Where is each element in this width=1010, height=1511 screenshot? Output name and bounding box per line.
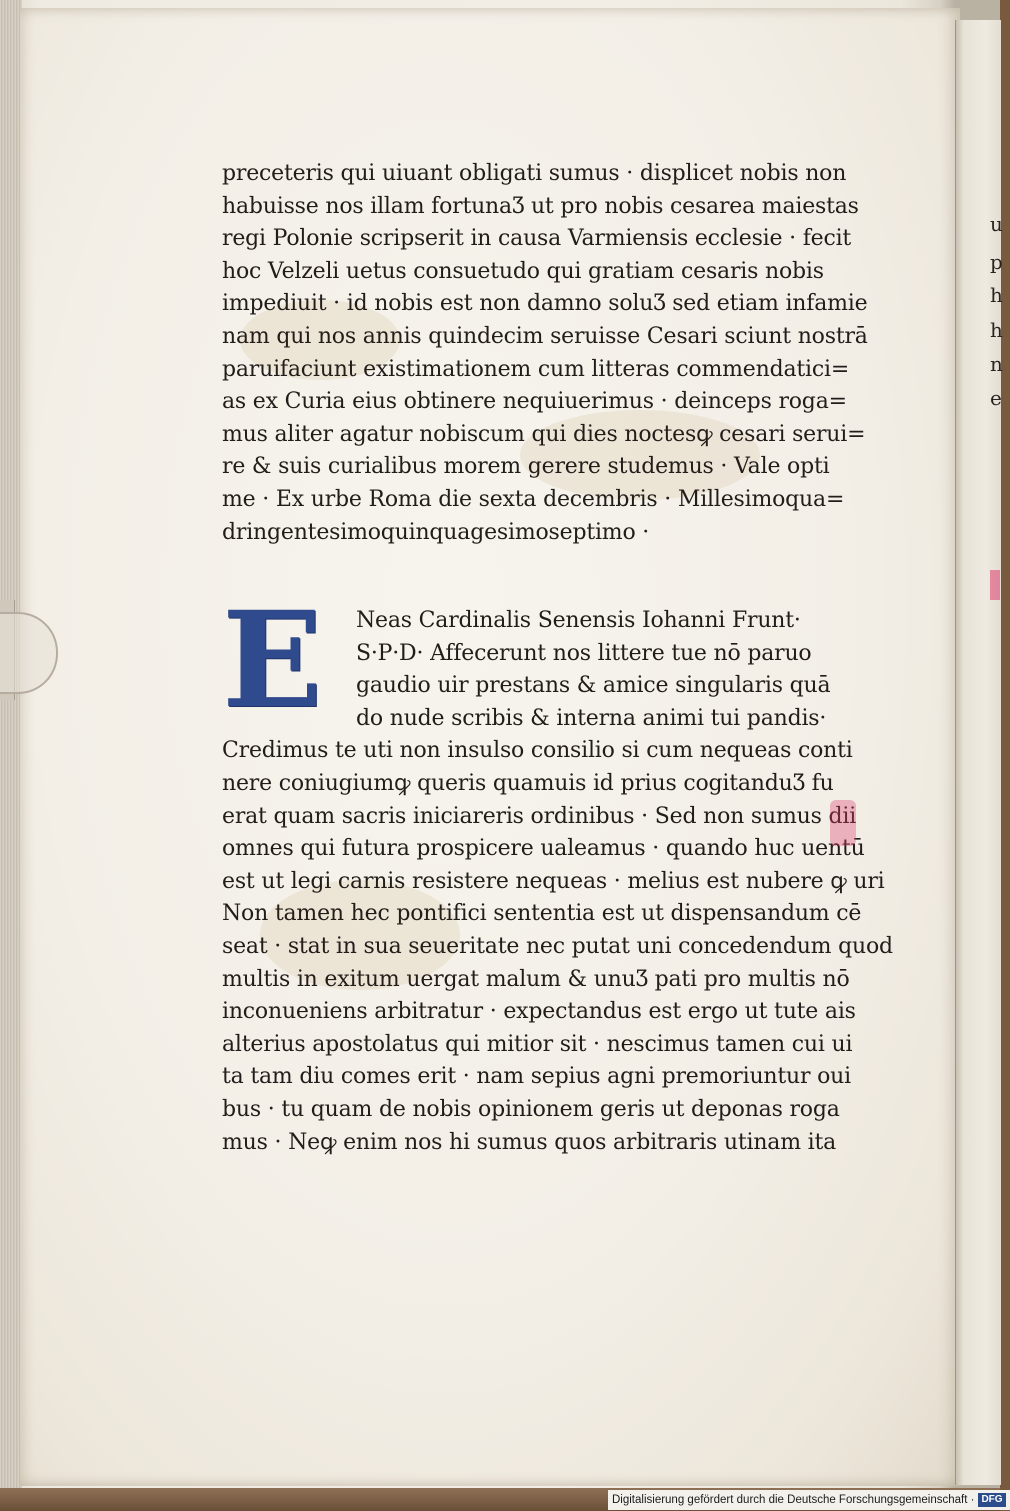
text-line: re & suis curialibus morem gerere studemus · Vale opti — [222, 454, 830, 480]
facing-page-letter: n — [990, 352, 1003, 376]
text-line: S·P·D· Affecerunt nos littere tue nō paruo — [356, 640, 812, 666]
text-line: mus aliter agatur nobiscum qui dies noctesꝙ cesari serui= — [222, 421, 866, 447]
text-line: bus · tu quam de nobis opinionem geris ut deponas roga — [222, 1096, 840, 1122]
text-line: preceteris qui uiuant obligati sumus · displicet nobis non — [222, 161, 847, 186]
text-line: inconueniens arbitratur · expectandus est ergo ut tute ais — [222, 999, 856, 1025]
text-line: alterius apostolatus qui mitior sit · nescimus tamen cui ui — [222, 1031, 853, 1057]
text-line: seat · stat in sua seueritate nec putat uni concedendum quod — [222, 933, 893, 959]
paragraph-one — [222, 158, 868, 549]
dfg-logo: DFG — [978, 1493, 1005, 1507]
text-line: paruifaciunt existimationem cum litteras commendatici= — [222, 356, 850, 382]
text-line: omnes qui futura prospicere ualeamus · quando huc uentū — [222, 836, 865, 862]
text-line: nere coniugiumꝙ queris quamuis id prius cogitanduƷ fu — [222, 770, 834, 796]
decorated-initial: E — [222, 583, 323, 738]
text-line: habuisse nos illam fortunaƷ ut pro nobis cesarea maiestas — [222, 193, 859, 219]
text-line: dringentesimoquinquagesimoseptimo · — [222, 519, 650, 545]
text-line: do nude scribis & interna animi tui pandis· — [356, 705, 827, 731]
text-line: erat quam sacris iniciareris ordinibus · Sed non sumus dii — [222, 803, 857, 829]
text-line: gaudio uir prestans & amice singularis quā — [356, 673, 831, 699]
text-line: regi Polonie scripserit in causa Varmiensis ecclesie · fecit — [222, 226, 852, 252]
facing-page-letter: h — [990, 318, 1003, 342]
text-line: Neas Cardinalis Senensis Iohanni Frunt· — [356, 608, 801, 633]
facing-page-edge — [955, 20, 1001, 1485]
digitization-credit — [608, 1490, 1010, 1510]
text-line: Credimus te uti non insulso consilio si cum nequeas conti — [222, 738, 853, 764]
facing-page-letter: h — [990, 283, 1003, 307]
rubrication-mark — [830, 800, 856, 846]
text-line: Non tamen hec pontifici sententia est ut dispensandum cē — [222, 901, 862, 927]
text-line: mus · Neꝙ enim nos hi sumus quos arbitraris utinam ita — [222, 1129, 837, 1155]
paragraph-two — [222, 583, 893, 1158]
text-line: nam qui nos annis quindecim seruisse Cesari sciunt nostrā — [222, 323, 868, 349]
text-line: me · Ex urbe Roma die sexta decembris · Millesimoqua= — [222, 486, 845, 512]
stacked-page-edges — [0, 0, 22, 1511]
text-line: est ut legi carnis resistere nequeas · melius est nubere ꝙ uri — [222, 868, 885, 894]
text-line: hoc Velzeli uetus consuetudo qui gratiam cesaris nobis — [222, 258, 824, 284]
text-line: impediuit · id nobis est non damno soluƷ sed etiam infamie — [222, 291, 868, 317]
text-line: ta tam diu comes erit · nam sepius agni premoriuntur oui — [222, 1064, 851, 1090]
credit-text: Digitalisierung gefördert durch die Deutsche Forschungsgemeinschaft · — [612, 1494, 975, 1506]
text-line: as ex Curia eius obtinere nequiuerimus · deinceps roga= — [222, 389, 847, 415]
text-line: multis in exitum uergat malum & unuƷ pati pro multis nō — [222, 966, 850, 992]
rubrication-mark — [990, 570, 1000, 600]
facing-page-letter: p — [990, 250, 1003, 274]
facing-page-letter: u — [990, 212, 1003, 236]
facing-page-letter: e — [990, 386, 1002, 410]
